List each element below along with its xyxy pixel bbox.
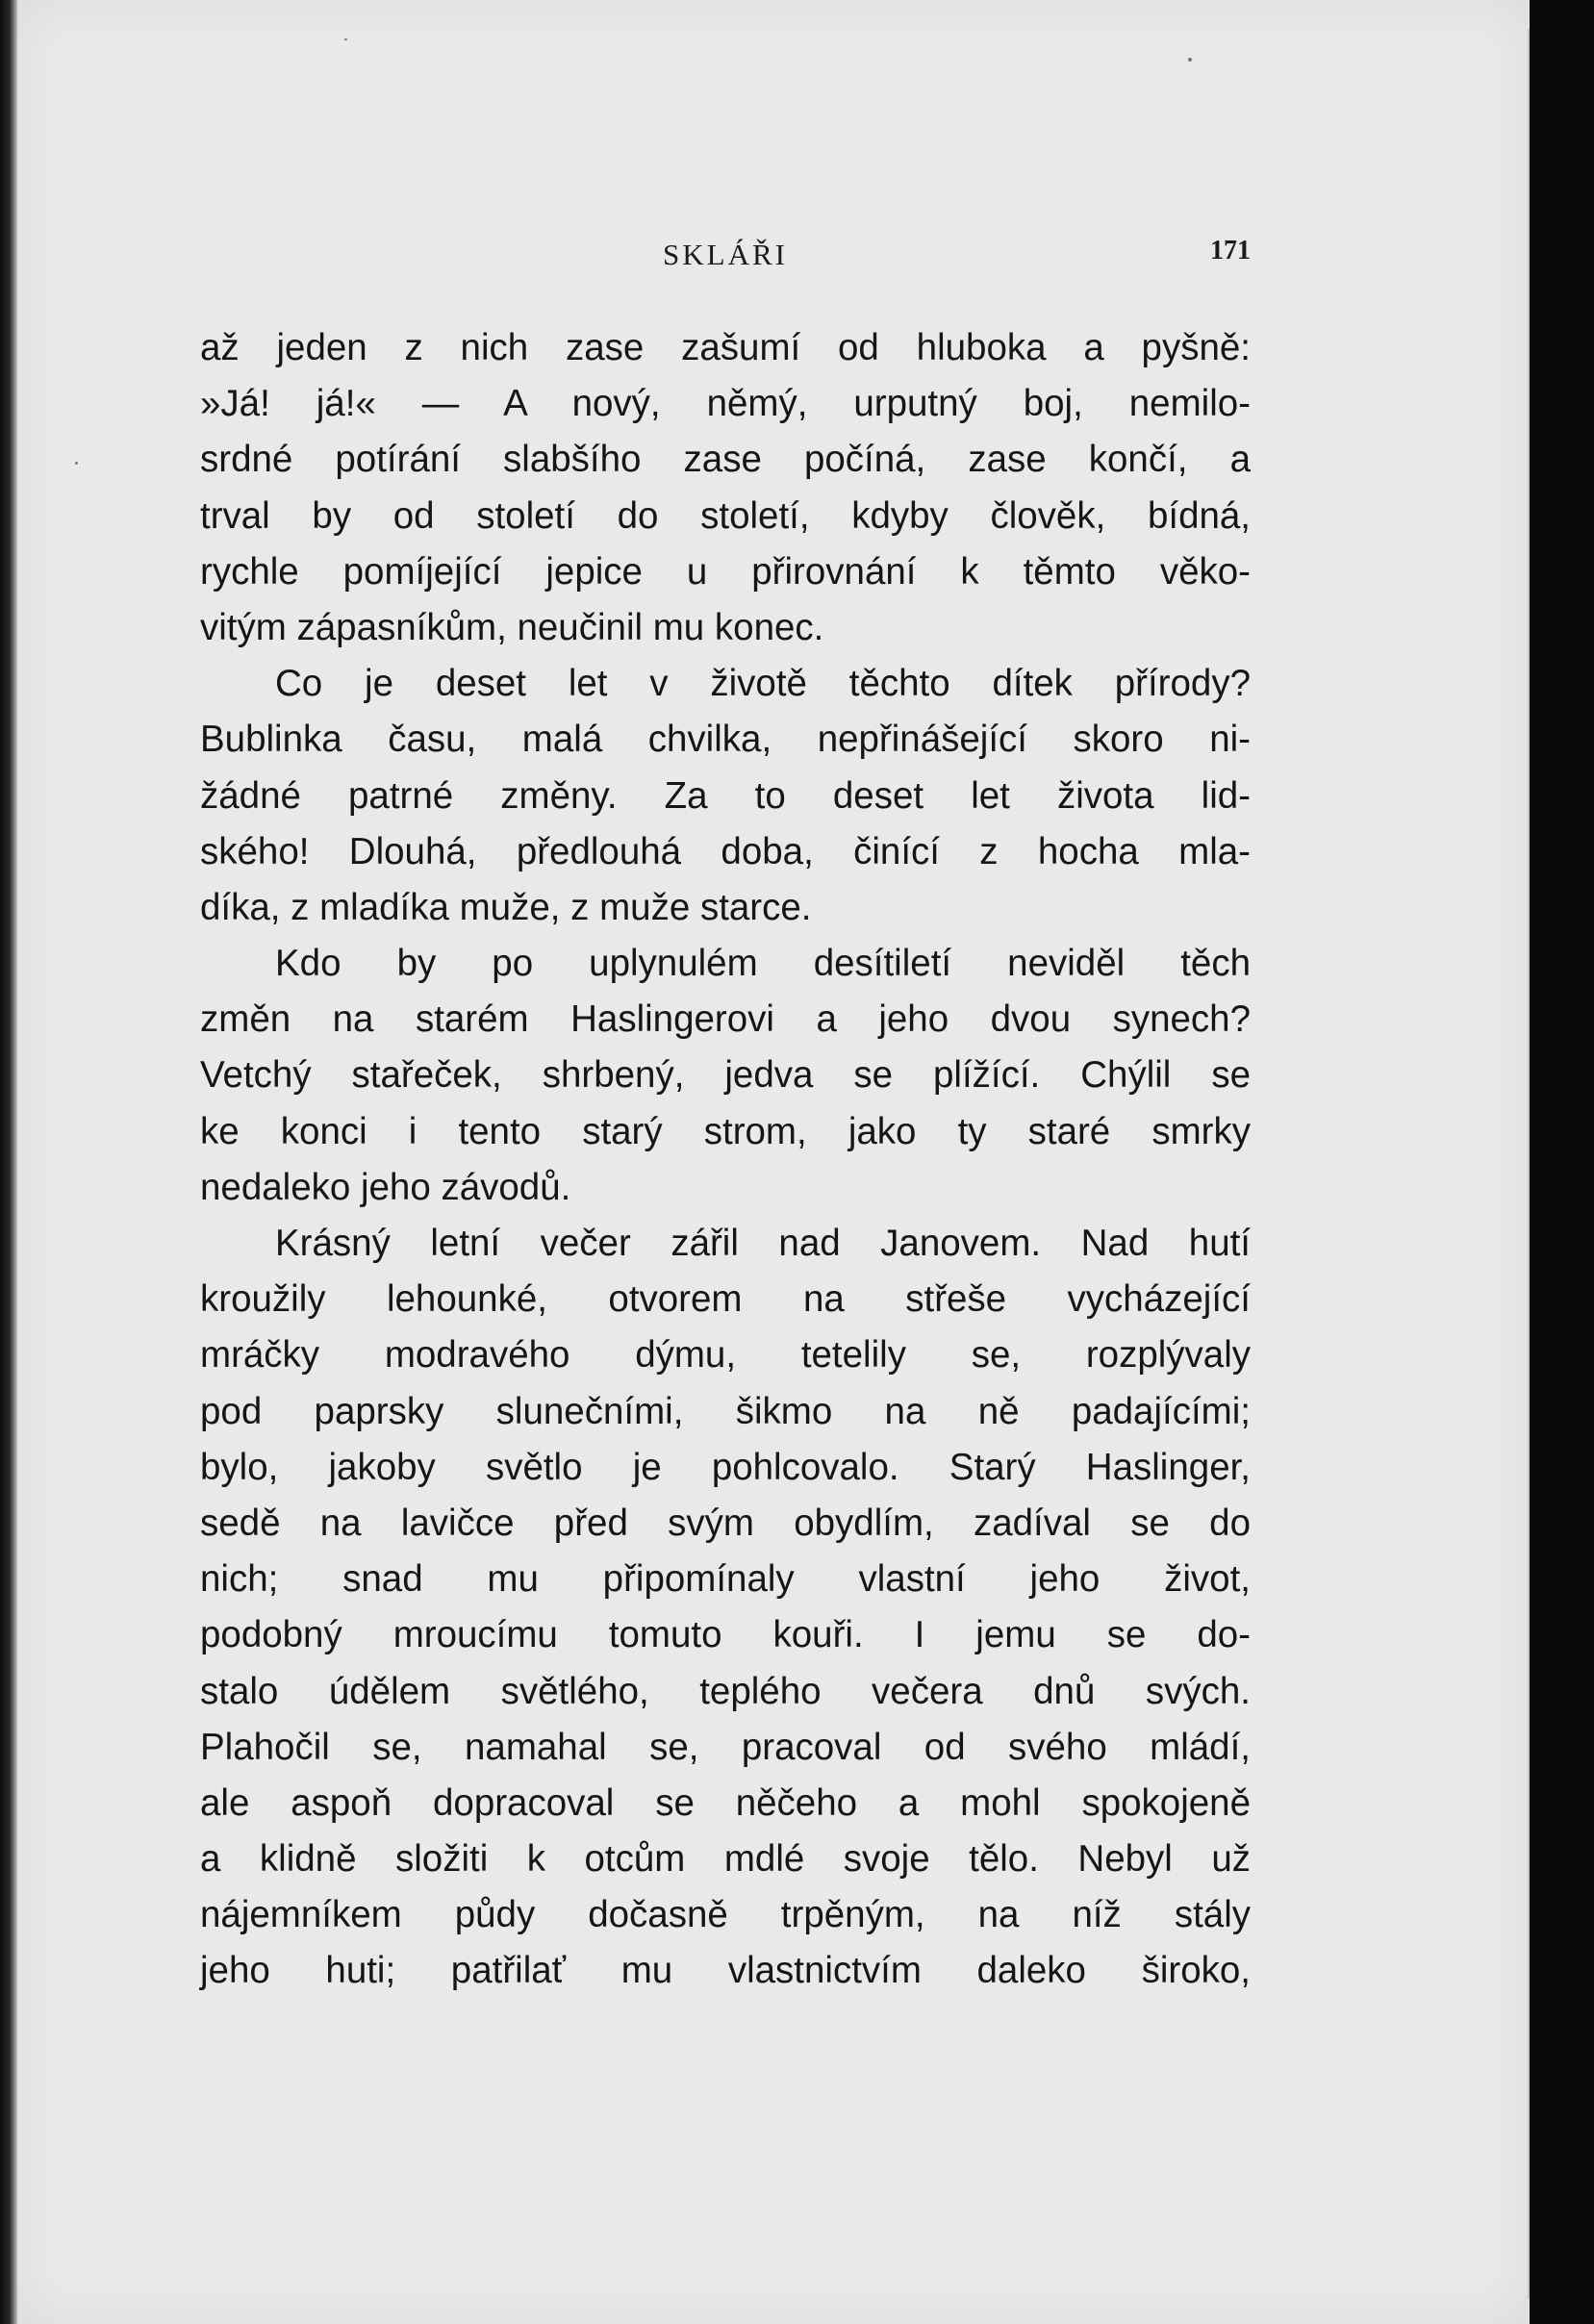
text-line: nich; snad mu připomínaly vlastní jeho život, — [200, 1558, 1251, 1601]
text-line: ského! Dlouhá, předlouhá doba, činící z hocha mla- — [200, 830, 1251, 872]
text-line: kroužily lehounké, otvorem na střeše vycházející — [200, 1278, 1251, 1321]
body-text — [200, 320, 1251, 2000]
text-line: mráčky modravého dýmu, tetelily se, rozplývaly — [200, 1334, 1251, 1377]
text-line: bylo, jakoby světlo je pohlcovalo. Starý Haslinger, — [200, 1446, 1251, 1488]
text-line: podobný mroucímu tomuto kouři. I jemu se do- — [200, 1614, 1251, 1656]
text-line: a klidně složiti k otcům mdlé svoje tělo. Nebyl už — [200, 1838, 1251, 1881]
chapter-title: SKLÁŘI — [663, 238, 788, 271]
text-line: stalo údělem světlého, teplého večera dnů svých. — [200, 1670, 1251, 1712]
text-line: Plahočil se, namahal se, pracoval od svého mládí, — [200, 1726, 1251, 1768]
text-line: vitým zápasníkům, neučinil mu konec. — [200, 606, 824, 648]
text-line: Bublinka času, malá chvilka, nepřinášející skoro ni- — [200, 719, 1251, 761]
text-line: sedě na lavičce před svým obydlím, zadíval se do — [200, 1502, 1251, 1544]
text-line: žádné patrné změny. Za to deset let života lid- — [200, 774, 1251, 817]
text-line: pod paprsky slunečními, šikmo na ně padajícími; — [200, 1390, 1251, 1432]
text-line: Kdo by po uplynulém desítiletí neviděl těch — [275, 943, 1251, 985]
text-line: Co je deset let v životě těchto dítek přírody? — [275, 663, 1251, 705]
text-line: trval by od století do století, kdyby člověk, bídná, — [200, 494, 1251, 537]
text-line: Krásný letní večer zářil nad Janovem. Nad hutí — [275, 1223, 1251, 1264]
paper-speck — [344, 38, 347, 40]
text-line: jeho huti; patřilať mu vlastnictvím daleko široko, — [200, 1950, 1251, 1992]
paper-speck — [75, 462, 78, 465]
running-head — [200, 236, 1251, 274]
scan-right-edge — [1530, 0, 1594, 2324]
text-line: nedaleko jeho závodů. — [200, 1166, 571, 1208]
text-line: Vetchý stařeček, shrbený, jedva se plížící. Chýlil se — [200, 1054, 1251, 1097]
text-line: ke konci i tento starý strom, jako ty staré smrky — [200, 1110, 1251, 1152]
text-line: srdné potírání slabšího zase počíná, zase končí, a — [200, 439, 1251, 481]
text-line: díka, z mladíka muže, z muže starce. — [200, 886, 812, 928]
text-line: ale aspoň dopracoval se něčeho a mohl spokojeně — [200, 1781, 1251, 1824]
paper-speck — [1188, 58, 1192, 62]
text-line: »Já! já!« — A nový, němý, urputný boj, nemilo- — [200, 383, 1251, 425]
text-line: rychle pomíjející jepice u přirovnání k těmto věko- — [200, 550, 1251, 593]
text-line: až jeden z nich zase zašumí od hluboka a pyšně: — [200, 327, 1251, 368]
scan-left-edge — [0, 0, 17, 2324]
text-line: nájemníkem půdy dočasně trpěným, na níž stály — [200, 1894, 1251, 1936]
page-number: 171 — [1210, 236, 1251, 265]
text-line: změn na starém Haslingerovi a jeho dvou synech? — [200, 998, 1251, 1041]
